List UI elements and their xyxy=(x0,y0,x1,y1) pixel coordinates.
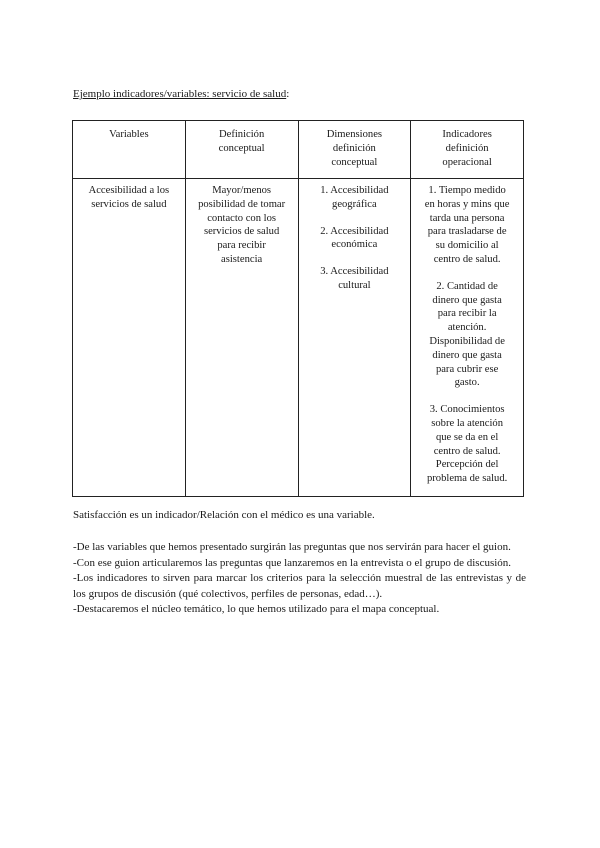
list-item: -Con ese guion articularemos las preguntas que lanzaremos en la entrevista o el grupo de discusión. xyxy=(73,556,512,569)
header-definition xyxy=(185,121,298,179)
header-line: conceptual xyxy=(218,142,265,154)
cell-definition xyxy=(185,179,298,497)
header-line: Dimensiones xyxy=(326,129,383,140)
list-item: -Los indicadores to sirven para marcar los criterios para la selección muestral de las entrevistas y de los grupos de discusión (qué colectivos, perfiles de personas, edad…). xyxy=(73,572,526,600)
header-indicators xyxy=(411,121,524,179)
cell-line: asistencia xyxy=(221,253,263,265)
cell-line: su domicilio al xyxy=(435,240,499,252)
cell-line: dinero que gasta xyxy=(432,294,502,306)
table-header-row xyxy=(73,121,524,179)
cell-line: 2. Accesibilidad xyxy=(320,225,389,237)
cell-line: en horas y mins que xyxy=(424,198,510,210)
cell-line: 3. Conocimientos xyxy=(429,404,505,416)
header-line: Indicadores xyxy=(442,129,492,140)
cell-line: Mayor/menos xyxy=(212,185,272,196)
cell-line: dinero que gasta xyxy=(432,349,502,361)
list-item: -Destacaremos el núcleo temático, lo que hemos utilizado para el mapa conceptual. xyxy=(73,603,440,615)
cell-variable xyxy=(73,179,186,497)
cell-line: 3. Accesibilidad xyxy=(320,266,389,278)
heading-colon: : xyxy=(286,88,290,100)
cell-line: Disponibilidad de xyxy=(429,335,505,347)
header-line: Definición xyxy=(218,129,265,140)
cell-line: 2. Cantidad de xyxy=(436,280,498,292)
cell-line: servicios de salud xyxy=(203,226,280,238)
cell-line: para recibir la xyxy=(437,308,497,320)
cell-line: Percepción del xyxy=(435,459,499,471)
header-variables xyxy=(73,121,186,179)
header-line: operacional xyxy=(442,156,492,168)
cell-line: contacto con los xyxy=(207,212,277,224)
cell-dimensions xyxy=(298,179,411,497)
cell-line: problema de salud. xyxy=(426,473,508,485)
cell-line: que se da en el xyxy=(435,431,499,443)
document-heading xyxy=(73,88,289,100)
cell-line: centro de salud. xyxy=(433,445,501,457)
header-line: Variables xyxy=(109,129,149,140)
cell-line: para trasladarse de xyxy=(427,226,507,238)
cell-line: centro de salud. xyxy=(433,253,501,265)
cell-line: 1. Accesibilidad xyxy=(320,185,389,196)
cell-line: sobre la atención xyxy=(431,417,504,429)
header-line: definición xyxy=(445,142,489,154)
header-line: conceptual xyxy=(331,156,378,168)
cell-line: gasto. xyxy=(454,377,480,389)
cell-line: cultural xyxy=(338,279,371,291)
table-row xyxy=(73,179,524,497)
cell-line: servicios de salud xyxy=(91,198,167,210)
cell-line: para recibir xyxy=(217,240,266,252)
cell-line: posibilidad de tomar xyxy=(198,198,286,210)
cell-line: 1. Tiempo medido xyxy=(428,185,506,196)
cell-line: geográfica xyxy=(332,198,377,210)
cell-line: económica xyxy=(331,239,378,251)
satisfaction-note: Satisfacción es un indicador/Relación con el médico es una variable. xyxy=(73,509,375,521)
cell-line: tarda una persona xyxy=(429,212,505,224)
cell-line: Accesibilidad a los xyxy=(88,185,170,196)
header-dimensions xyxy=(298,121,411,179)
bullet-list xyxy=(73,540,526,618)
header-line: definición xyxy=(332,142,376,154)
cell-line: para cubrir ese xyxy=(435,363,499,375)
cell-line: atención. xyxy=(447,322,487,334)
heading-underlined-text: Ejemplo indicadores/variables: servicio de salud xyxy=(73,88,287,100)
cell-indicators xyxy=(411,179,524,497)
list-item: -De las variables que hemos presentado surgirán las preguntas que nos servirán para hacer el guion. xyxy=(73,541,511,553)
indicators-table xyxy=(72,120,524,497)
